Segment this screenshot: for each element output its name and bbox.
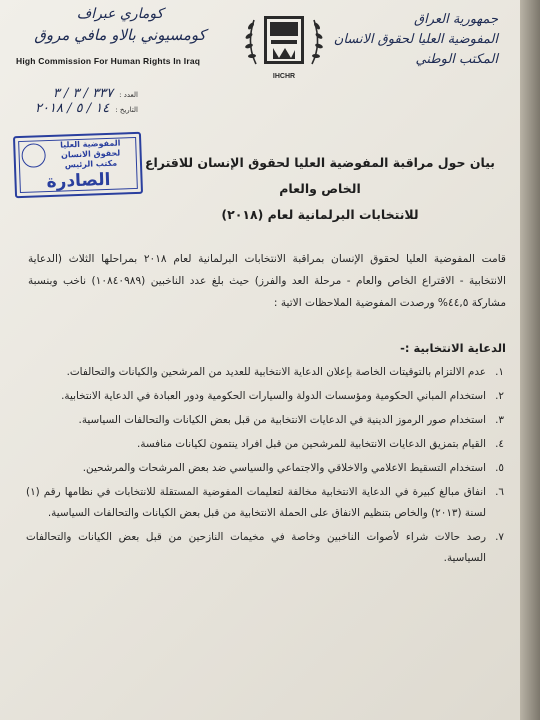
list-item (26, 386, 504, 407)
stamp-text (47, 138, 134, 171)
title-line-1: بيان حول مراقبة المفوضية العليا لحقوق الإنسان للاقتراع الخاص والعام (144, 155, 496, 196)
commission-emblem (238, 4, 330, 90)
stamp-line-2: لحقوق الانسان (60, 148, 121, 160)
list-item (26, 458, 504, 479)
list-item (26, 482, 504, 524)
emblem-icon (238, 4, 330, 90)
document-title (140, 150, 500, 228)
header-kurdish-line1: كوماري عبراف (76, 6, 164, 22)
item-number: ٢. (495, 390, 504, 402)
paper-edge (520, 0, 540, 720)
stamp-status: الصادرة (46, 169, 111, 193)
observations-list (26, 362, 504, 572)
item-text: عدم الالتزام بالتوقيتات الخاصة بإعلان الدعاية الانتخابية للعديد من المرشحين والكيانات والتحالفات. (66, 366, 486, 378)
header-kurdish-line2: كومسيوني بالاو مافي مروق (34, 26, 206, 44)
kurdish-header (10, 4, 230, 46)
list-item (26, 362, 504, 383)
date-value: ١٤ / ٥ / ٢٠١٨ (35, 101, 110, 116)
item-number: ٥. (495, 462, 504, 474)
item-number: ٤. (495, 438, 504, 450)
intro-paragraph: قامت المفوضية العليا لحقوق الإنسان بمراقبة الانتخابات البرلمانية لعام ٢٠١٨ بمراحلها الثلاث (الدعاية الانتخابية - الاقتراع الخاص والعام - مرحلة العد والفرز) حيث بلغ عدد الناخبين (١٠٨٤٠٩٨٩) ناخب وبنسبة مشاركة ٤٤,٥% ورصدت المفوضية الملاحظات الاتية : (28, 253, 506, 309)
english-commission-name: High Commission For Human Rights In Iraq (16, 56, 201, 66)
office-stamp (13, 132, 143, 198)
list-item (26, 434, 504, 455)
item-number: ٧. (495, 531, 504, 543)
ministry-header (308, 10, 498, 70)
header-line-commission: المفوضية العليا لحقوق الانسان (333, 32, 498, 47)
reference-meta (8, 86, 138, 116)
item-text: القيام بتمزيق الدعايات الانتخابية للمرشحين من قبل افراد ينتمون لكيانات منافسة. (137, 438, 486, 450)
item-text: استخدام التسقيط الاعلامي والاخلاقي والاجتماعي والسياسي ضد بعض المرشحات والمرشحين. (82, 462, 486, 474)
date-label: التاريخ : (115, 106, 138, 114)
item-text: رصد حالات شراء لأصوات الناخبين وخاصة في مخيمات النازحين من قبل بعض الكيانات والتحالفات السياسية. (26, 531, 486, 564)
stamp-line-3: مكتب الرئيس (64, 158, 118, 170)
header-line-country: جمهورية العراق (414, 12, 498, 27)
item-number: ٣. (495, 414, 504, 426)
title-line-2: للانتخابات البرلمانية لعام (٢٠١٨) (221, 207, 419, 222)
emblem-label: IHCHR (272, 73, 296, 80)
list-item (26, 410, 504, 431)
list-item (26, 527, 504, 569)
header-line-office: المكتب الوطني (415, 52, 498, 67)
item-text: انفاق مبالغ كبيرة في الدعاية الانتخابية مخالفة لتعليمات المفوضية المستقلة للانتخابات في نظامها رقم (١) لسنة (٢٠١٣) والخاص بتنظيم الانفاق على الحملة الانتخابية من قبل بعض الكيانات والتحالفات السياسية. (26, 486, 486, 519)
item-text: استخدام المباني الحكومية ومؤسسات الدولة والسيارات الحكومية ودور العبادة في الدعاية الانتخابية. (61, 390, 486, 402)
stamp-line-1: المفوضية العليا (59, 138, 121, 150)
number-value: ٣٣٧ / ٣ / ٣ (52, 86, 114, 101)
item-number: ١. (495, 366, 504, 378)
section-heading: الدعاية الانتخابية :- (400, 341, 506, 355)
item-text: استخدام صور الرموز الدينية في الدعايات الانتخابية من قبل بعض الكيانات والتحالفات السياسية. (78, 414, 486, 426)
number-label: العدد : (119, 91, 138, 99)
item-number: ٦. (495, 486, 504, 498)
